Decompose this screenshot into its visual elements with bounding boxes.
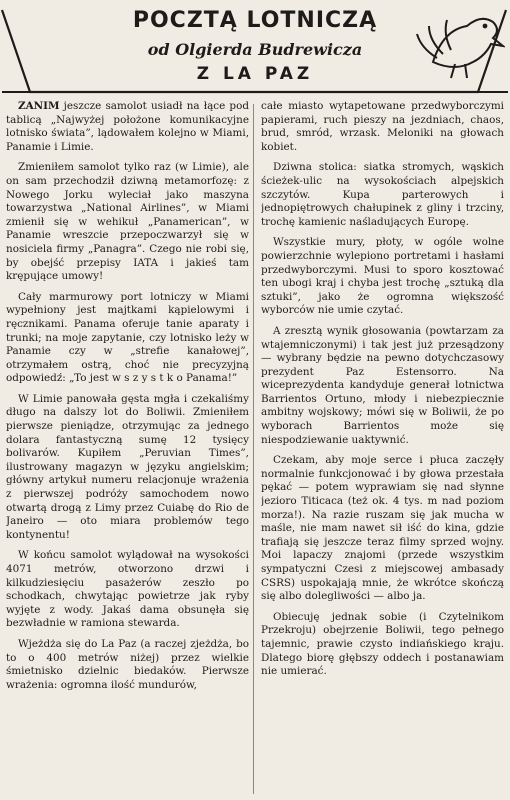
paragraph: W końcu samolot wylądował na wysokości 4071 metrów, otworzono drzwi i kilkudziesięciu pasażerów zeszło po schodkach, chwytając powietrze jak ryby wyjęte z wody. Jakaś dama obsunęła się bezwładnie w ramiona stewarda.	[6, 549, 249, 630]
article-body	[0, 100, 510, 800]
paragraph: A zresztą wynik głosowania (powtarzam za wtajemniczonymi) i tak jest już przesądzony — wybrany będzie na pewno dotychczasowy prezydent Paz Estensorro. Na wiceprezydenta kandyduje generał lotnictwa Barrientos Ortuno, młody i niebezpiecznie ambitny wojskowy; mówi się w Boliwii, że po wyborach Barrientos może się niespodziewanie uaktywnić.	[261, 324, 504, 446]
lead-word: ZANIM	[18, 100, 60, 112]
right-column	[261, 100, 504, 800]
article-header	[0, 0, 510, 100]
paragraph: Wjeżdża się do La Paz (a raczej zjeżdża, bo to o 400 metrów niżej) przez wielkie śmietnisko dzielnic biedaków. Pierwsze wrażenia: ogromna ilość mundurów,	[6, 637, 249, 691]
paragraph: Zmieniłem samolot tylko raz (w Limie), ale on sam przechodził dziwną metamorfozę: z Nowego Jorku wyleciał jako maszyna towarzystwa „National Airlines”, w Miami zmienił się w wehikuł „Panamerican”, w Panamie wreszcie przepoczwarzył się w nosiciela firmy „Panagra”. Czego nie robi się, by obejść przepisy IATA i jakieś tam krępujące umowy!	[6, 161, 249, 283]
paragraph: ZANIM jeszcze samolot usiadł na łące pod tablicą „Najwyżej położone komunikacyjne lotnisko świata”, lądowałem kolejno w Miami, Panamie i Limie.	[6, 100, 249, 153]
left-column	[6, 100, 249, 800]
paragraph: całe miasto wytapetowane przedwyborczymi papierami, ruch pieszy na jezdniach, chaos, brud, smród, wrzask. Meloniki na głowach kobiet.	[261, 100, 504, 153]
article-title: POCZTĄ LOTNICZĄ	[132, 8, 378, 33]
paragraph: Wszystkie mury, płoty, w ogóle wolne powierzchnie wylepiono portretami i hasłami przedwyborczymi. Musi to sporo kosztować ten ubogi kraj i chyba jest trochę „sztuką dla sztuki”, jako że ogromna większość wyborców nie umie czytać.	[261, 236, 504, 317]
paragraph: Cały marmurowy port lotniczy w Miami wypełniony jest majtkami kąpielowymi i ręcznikami. Panama oferuje tanie aparaty i trunki; na moje zapytanie, czy lotnisko leży w Panamie czy w „strefie kanałowej”, otrzymałem ostrą, choć nie precyzyjną odpowiedź: „To jest w s z y s t k o Panama!”	[6, 290, 249, 385]
paragraph: Obiecuję jednak sobie (i Czytelnikom Przekroju) obejrzenie Boliwii, tego pełnego tajemnic, prawie czysto indiańskiego kraju. Dlatego biorę głębszy oddech i postanawiam nie umierać.	[261, 610, 504, 678]
paragraph: W Limie panowała gęsta mgła i czekaliśmy długo na dalszy lot do Boliwii. Zmieniłem pierwsze pieniądze, otrzymując za jednego dolara fantastyczną sumę 12 tysięcy bolivarów. Kupiłem „Peruvian Times”, ilustrowany magazyn w języku angielskim; główny artykuł numeru relacjonuje wrażenia z pierwszej podróży samochodem nowo otwartą drogą z Limy przez Cuiabę do Rio de Janeiro — oto miara problemów tego kontynentu!	[6, 392, 249, 541]
paragraph: Czekam, aby moje serce i płuca zaczęły normalnie funkcjonować i by głowa przestała pękać — potem wyprawiam się nad słynne jezioro Titicaca (też ok. 4 tys. m nad poziom morza!). Na razie ruszam się jak mucha w maśle, nie mam nawet sił iść do kina, gdzie trafiają się jeszcze teraz filmy sprzed wojny. Moi lapaczy znajomi (przede wszystkim sympatyczni Czesi z miejscowej ambasady CSRS) uspokajają mnie, że wkrótce skończą się albo dolegliwości — albo ja.	[261, 454, 504, 603]
article-dateline: Z LA PAZ	[196, 64, 314, 84]
paragraph: Dziwna stolica: siatka stromych, wąskich ścieżek-ulic na wysokościach alpejskich szczytów. Kupa parterowych i jednopiętrowych chałupinek z gliny i trzciny, trochę kamienic naśladujących Europę.	[261, 161, 504, 228]
article-byline: od Olgierda Budrewicza	[147, 40, 363, 59]
